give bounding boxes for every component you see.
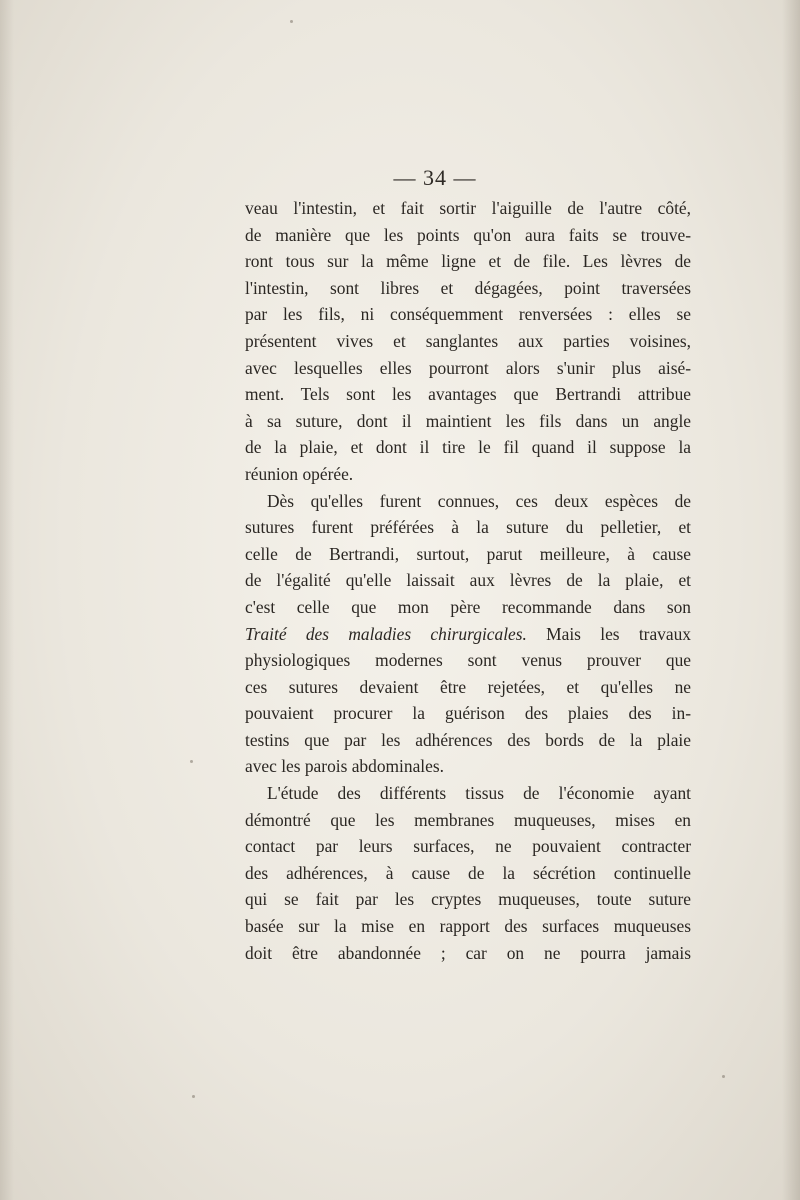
paragraph-2 [245,488,691,781]
text-fragment: Mais les travaux [526,623,691,644]
paper-speck [192,1095,195,1098]
text-line: qui se fait par les cryptes muqueuses, toute suture [245,889,691,910]
paper-speck [722,1075,725,1078]
text-line: de manière que les points qu'on aura faits se trouve- [245,224,691,245]
text-line: de la plaie, et dont il tire le fil quand il suppose la [245,437,691,458]
text-line: c'est celle que mon père recommande dans son [245,596,691,617]
text-line: ront tous sur la même ligne et de file. Les lèvres de [245,251,691,272]
text-line: testins que par les adhérences des bords de la plaie [245,729,691,750]
text-line: avec lesquelles elles pourront alors s'unir plus aisé- [245,357,691,378]
book-title: Traité des maladies chirurgicales. [245,623,527,644]
text-line: l'intestin, sont libres et dégagées, point traversées [245,277,691,298]
text-line: sutures furent préférées à la suture du pelletier, et [245,517,691,538]
text-line: doit être abandonnée ; car on ne pourra jamais [245,942,691,963]
text-line: physiologiques modernes sont venus prouver que [245,650,691,671]
text-line: celle de Bertrandi, surtout, parut meilleure, à cause [245,543,691,564]
text-line: Dès qu'elles furent connues, ces deux espèces de [267,490,691,511]
text-line: ment. Tels sont les avantages que Bertrandi attribue [245,384,691,405]
text-line: par les fils, ni conséquemment renversées : elles se [245,304,691,325]
paper-speck [190,760,193,763]
paper-speck [290,20,293,23]
text-line: veau l'intestin, et fait sortir l'aiguille de l'autre côté, [245,198,691,218]
body-text [245,195,691,966]
text-line: de l'égalité qu'elle laissait aux lèvres de la plaie, et [245,570,691,591]
text-line: des adhérences, à cause de la sécrétion continuelle [245,862,691,883]
text-line: avec les parois abdominales. [245,756,444,777]
text-line-with-italic [245,621,691,648]
text-line: basée sur la mise en rapport des surfaces muqueuses [245,916,691,937]
text-line: démontré que les membranes muqueuses, mises en [245,809,691,830]
text-line: contact par leurs surfaces, ne pouvaient contracter [245,836,691,857]
paragraph-3 [245,780,691,966]
text-line: à sa suture, dont il maintient les fils dans un angle [245,410,691,431]
page-number: — 34 — [393,165,477,190]
paragraph-1 [245,195,691,488]
text-line: pouvaient procurer la guérison des plaies des in- [245,703,691,724]
text-line: présentent vives et sanglantes aux parties voisines, [245,330,691,351]
text-line: réunion opérée. [245,463,354,484]
text-line: L'étude des différents tissus de l'économie ayant [267,783,691,804]
text-line: ces sutures devaient être rejetées, et qu'elles ne [245,676,691,697]
